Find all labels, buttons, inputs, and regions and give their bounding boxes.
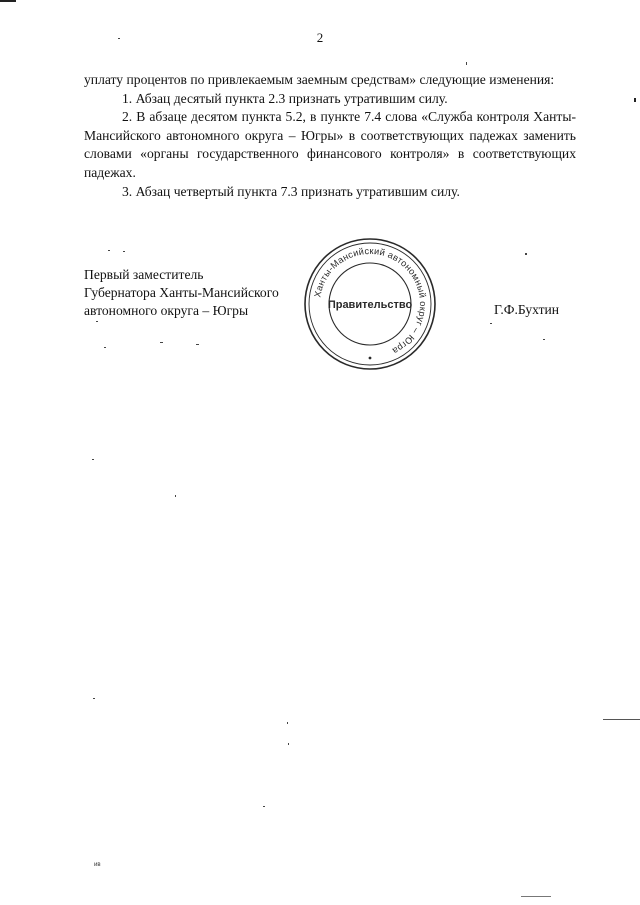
scan-speck (288, 743, 289, 745)
scan-speck (93, 698, 95, 699)
signatory-position-line: автономного округа – Югры (84, 303, 249, 318)
scan-speck (521, 896, 551, 897)
scan-speck (175, 495, 176, 497)
scan-speck (160, 342, 163, 343)
scan-speck (525, 253, 527, 255)
scan-speck (96, 321, 98, 322)
body-text (84, 71, 576, 201)
seal-ring-text: Ханты-Мансийский автономный округ – Югра (312, 245, 429, 357)
scan-speck (108, 250, 110, 251)
signatory-name: Г.Ф.Бухтин (494, 302, 560, 317)
scan-speck (196, 344, 199, 345)
scan-speck (490, 323, 492, 324)
scan-speck (104, 347, 106, 348)
scan-speck (118, 38, 120, 39)
scan-artifact (634, 98, 636, 102)
page-number: 2 (316, 30, 324, 45)
seal-star-dot (369, 357, 372, 360)
paragraph-item-3: 3. Абзац четвертый пункта 7.3 признать утратившим силу. (122, 183, 460, 199)
official-seal (303, 237, 437, 371)
seal-center-text: Правительство (327, 299, 413, 311)
scan-speck (92, 459, 94, 460)
scan-speck (543, 339, 545, 340)
scan-speck (123, 251, 125, 252)
scan-artifact (603, 719, 640, 720)
paragraph-continuation: уплату процентов по привлекаемым заемным средствам» следующие изменения: (84, 72, 555, 87)
scan-speck (287, 722, 288, 724)
signatory-position-line: Первый заместитель (84, 267, 204, 282)
signatory-position-line: Губернатора Ханты-Мансийского (84, 285, 279, 300)
scan-artifact (0, 0, 16, 2)
scan-speck (263, 806, 265, 807)
scan-speck (466, 62, 467, 65)
paragraph-item-2: 2. В абзаце десятом пункта 5.2, в пункте 7.4 слова «Служба контроля Ханты-Мансийского автономного округа – Югры» в соответствующих падежах заменить словами «органы государственного финансового контроля» в соответствующих падежах. (84, 109, 576, 180)
paragraph-item-1: 1. Абзац десятый пункта 2.3 признать утратившим силу. (122, 90, 448, 106)
signatory-position (84, 266, 279, 320)
footer-code: ив (94, 862, 101, 868)
